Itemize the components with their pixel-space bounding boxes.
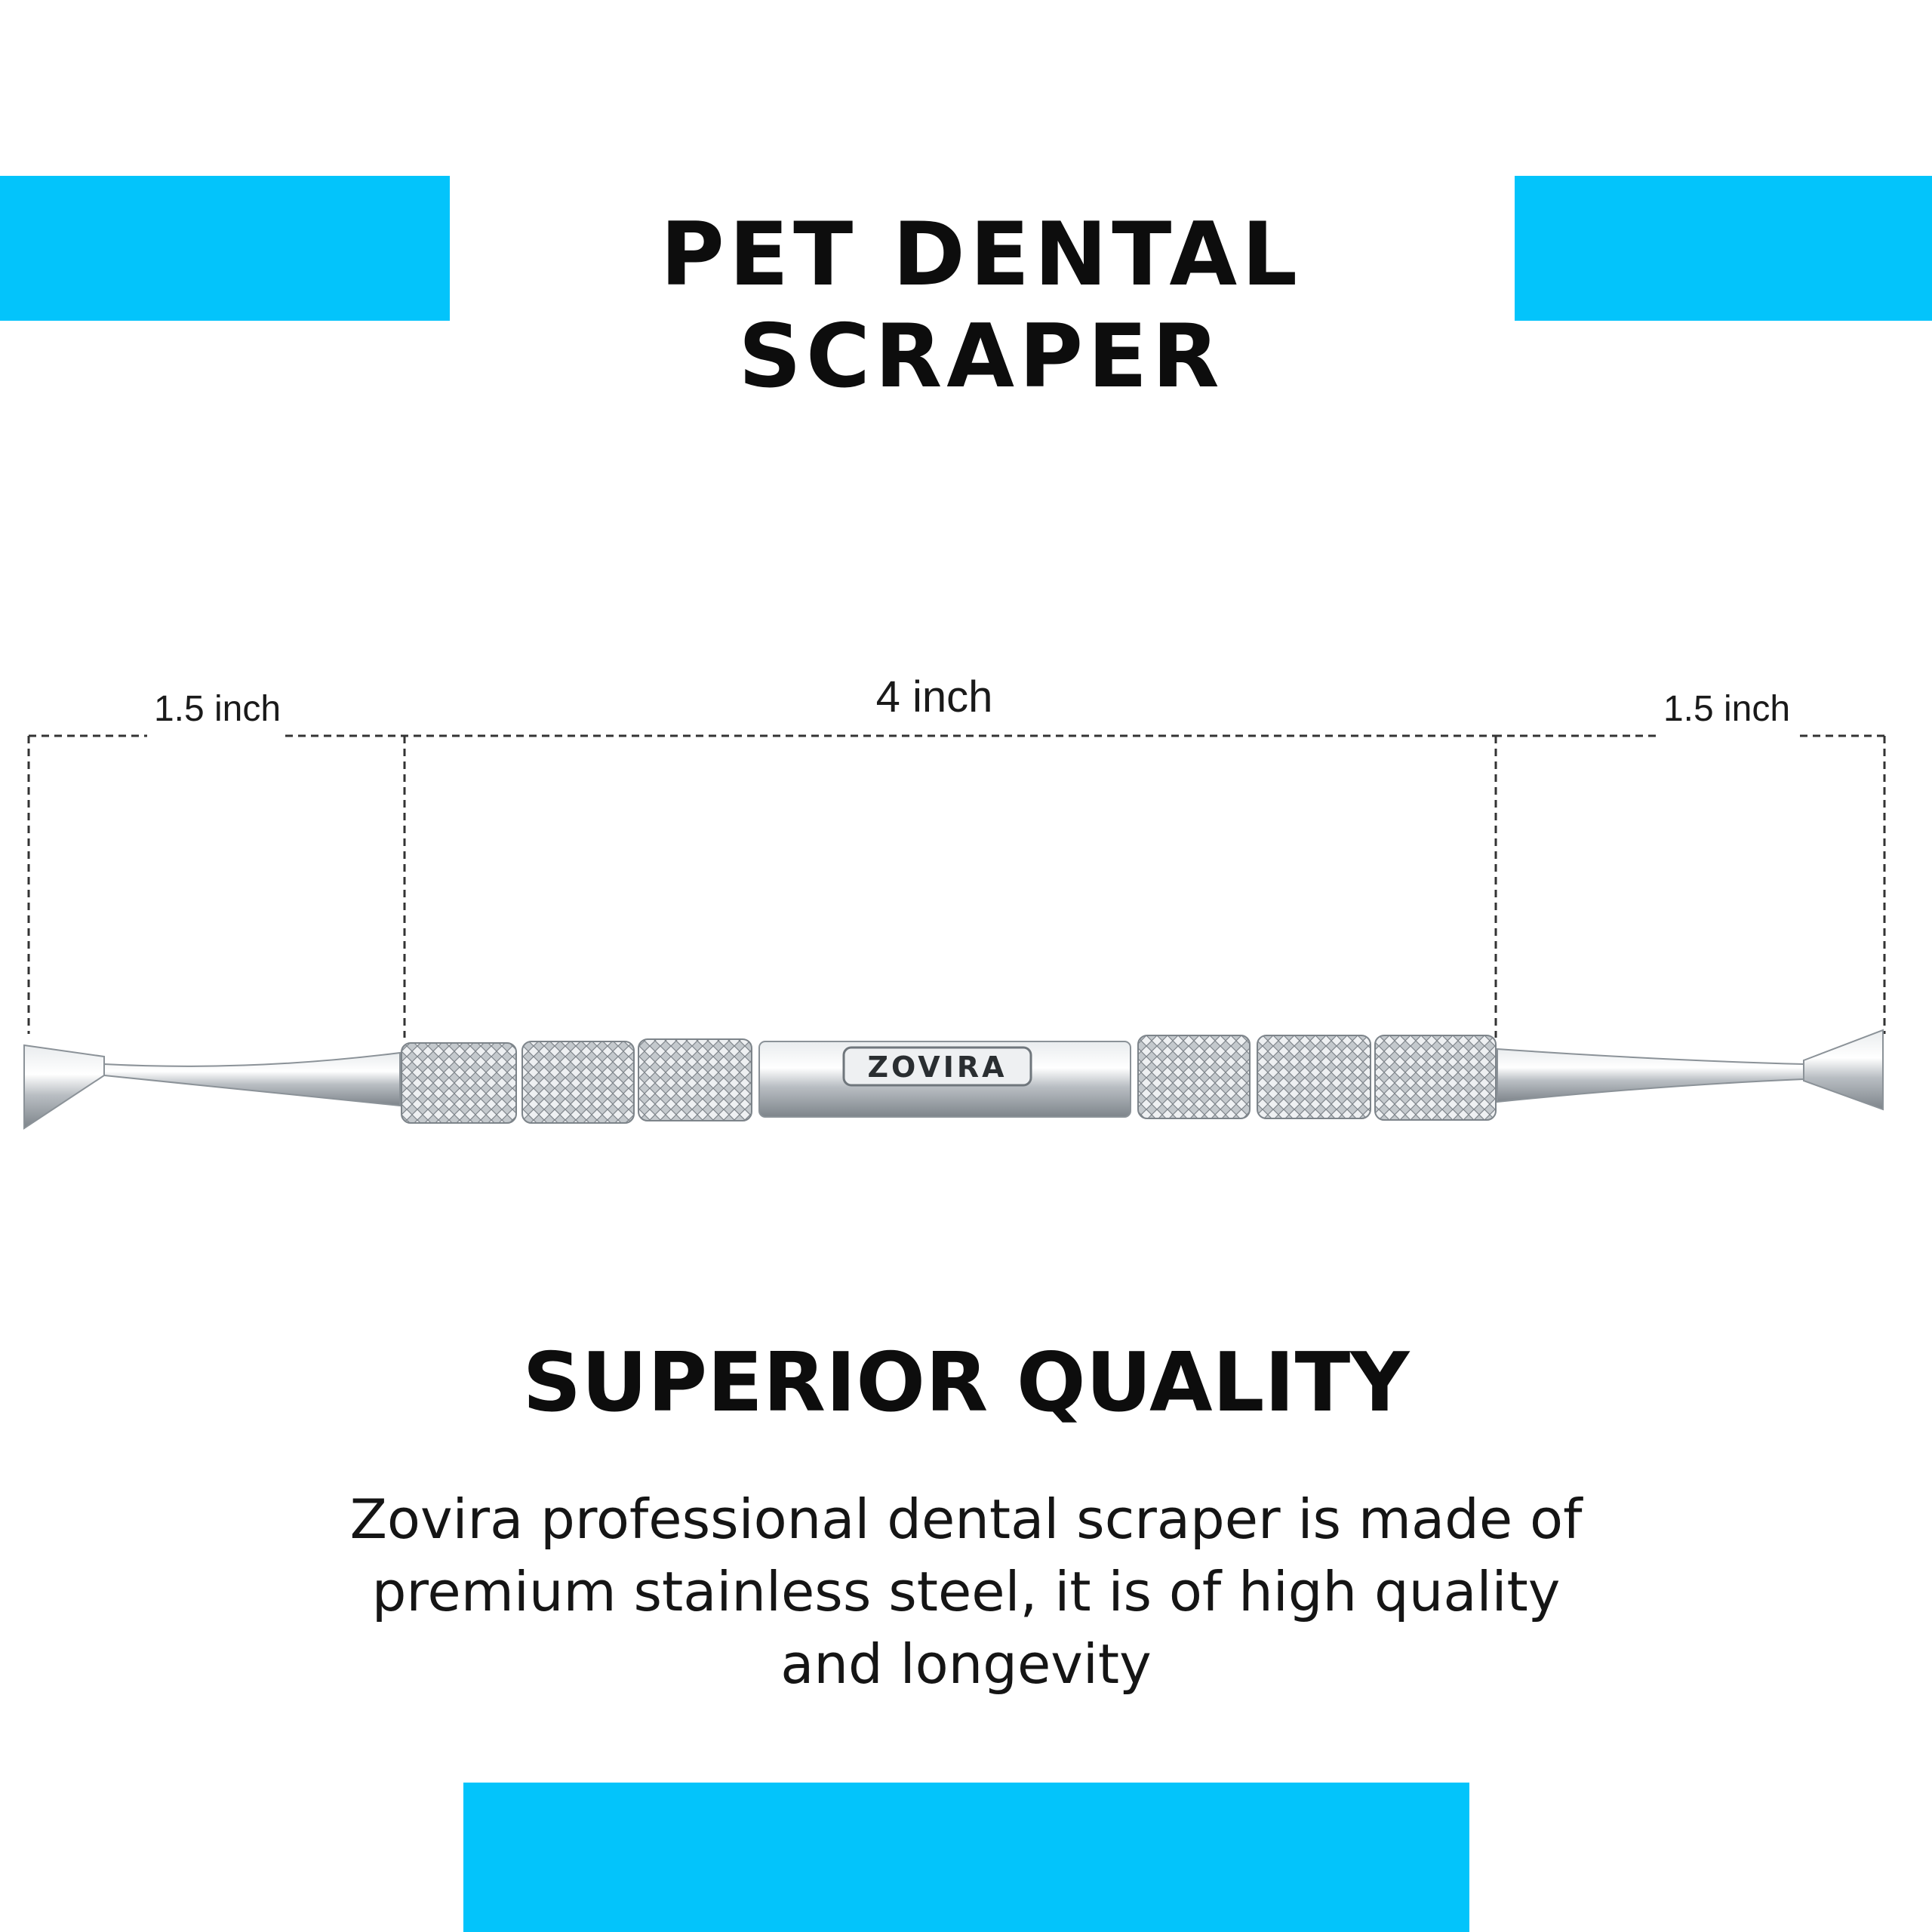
- accent-bar-bottom: [463, 1783, 1469, 1932]
- accent-bar-right: [1515, 176, 1932, 321]
- section-heading: SUPERIOR QUALITY: [522, 1336, 1410, 1430]
- grip-left-2: [522, 1041, 634, 1123]
- page-title: PET DENTAL SCRAPER: [660, 204, 1303, 408]
- left-shaft: [104, 1053, 400, 1106]
- dental-scraper-image: [0, 1011, 1932, 1162]
- dimension-label-right: 1.5 inch: [1645, 688, 1808, 730]
- grip-right-3: [1375, 1035, 1496, 1120]
- right-shaft: [1497, 1049, 1804, 1102]
- grip-left-1: [401, 1043, 516, 1123]
- grip-right-1: [1138, 1035, 1250, 1118]
- accent-bar-left: [0, 176, 450, 321]
- left-blade: [24, 1045, 104, 1128]
- grip-right-2: [1257, 1035, 1371, 1118]
- description-text: Zovira professional dental scraper is made of premium stainless steel, it is of high quality and longevity: [349, 1487, 1583, 1696]
- dimension-label-left: 1.5 inch: [136, 688, 299, 730]
- brand-mark: ZOVIRA: [867, 1051, 1008, 1084]
- dimension-label-middle: 4 inch: [845, 672, 1023, 722]
- grip-left-3: [638, 1039, 752, 1121]
- right-blade: [1804, 1030, 1883, 1109]
